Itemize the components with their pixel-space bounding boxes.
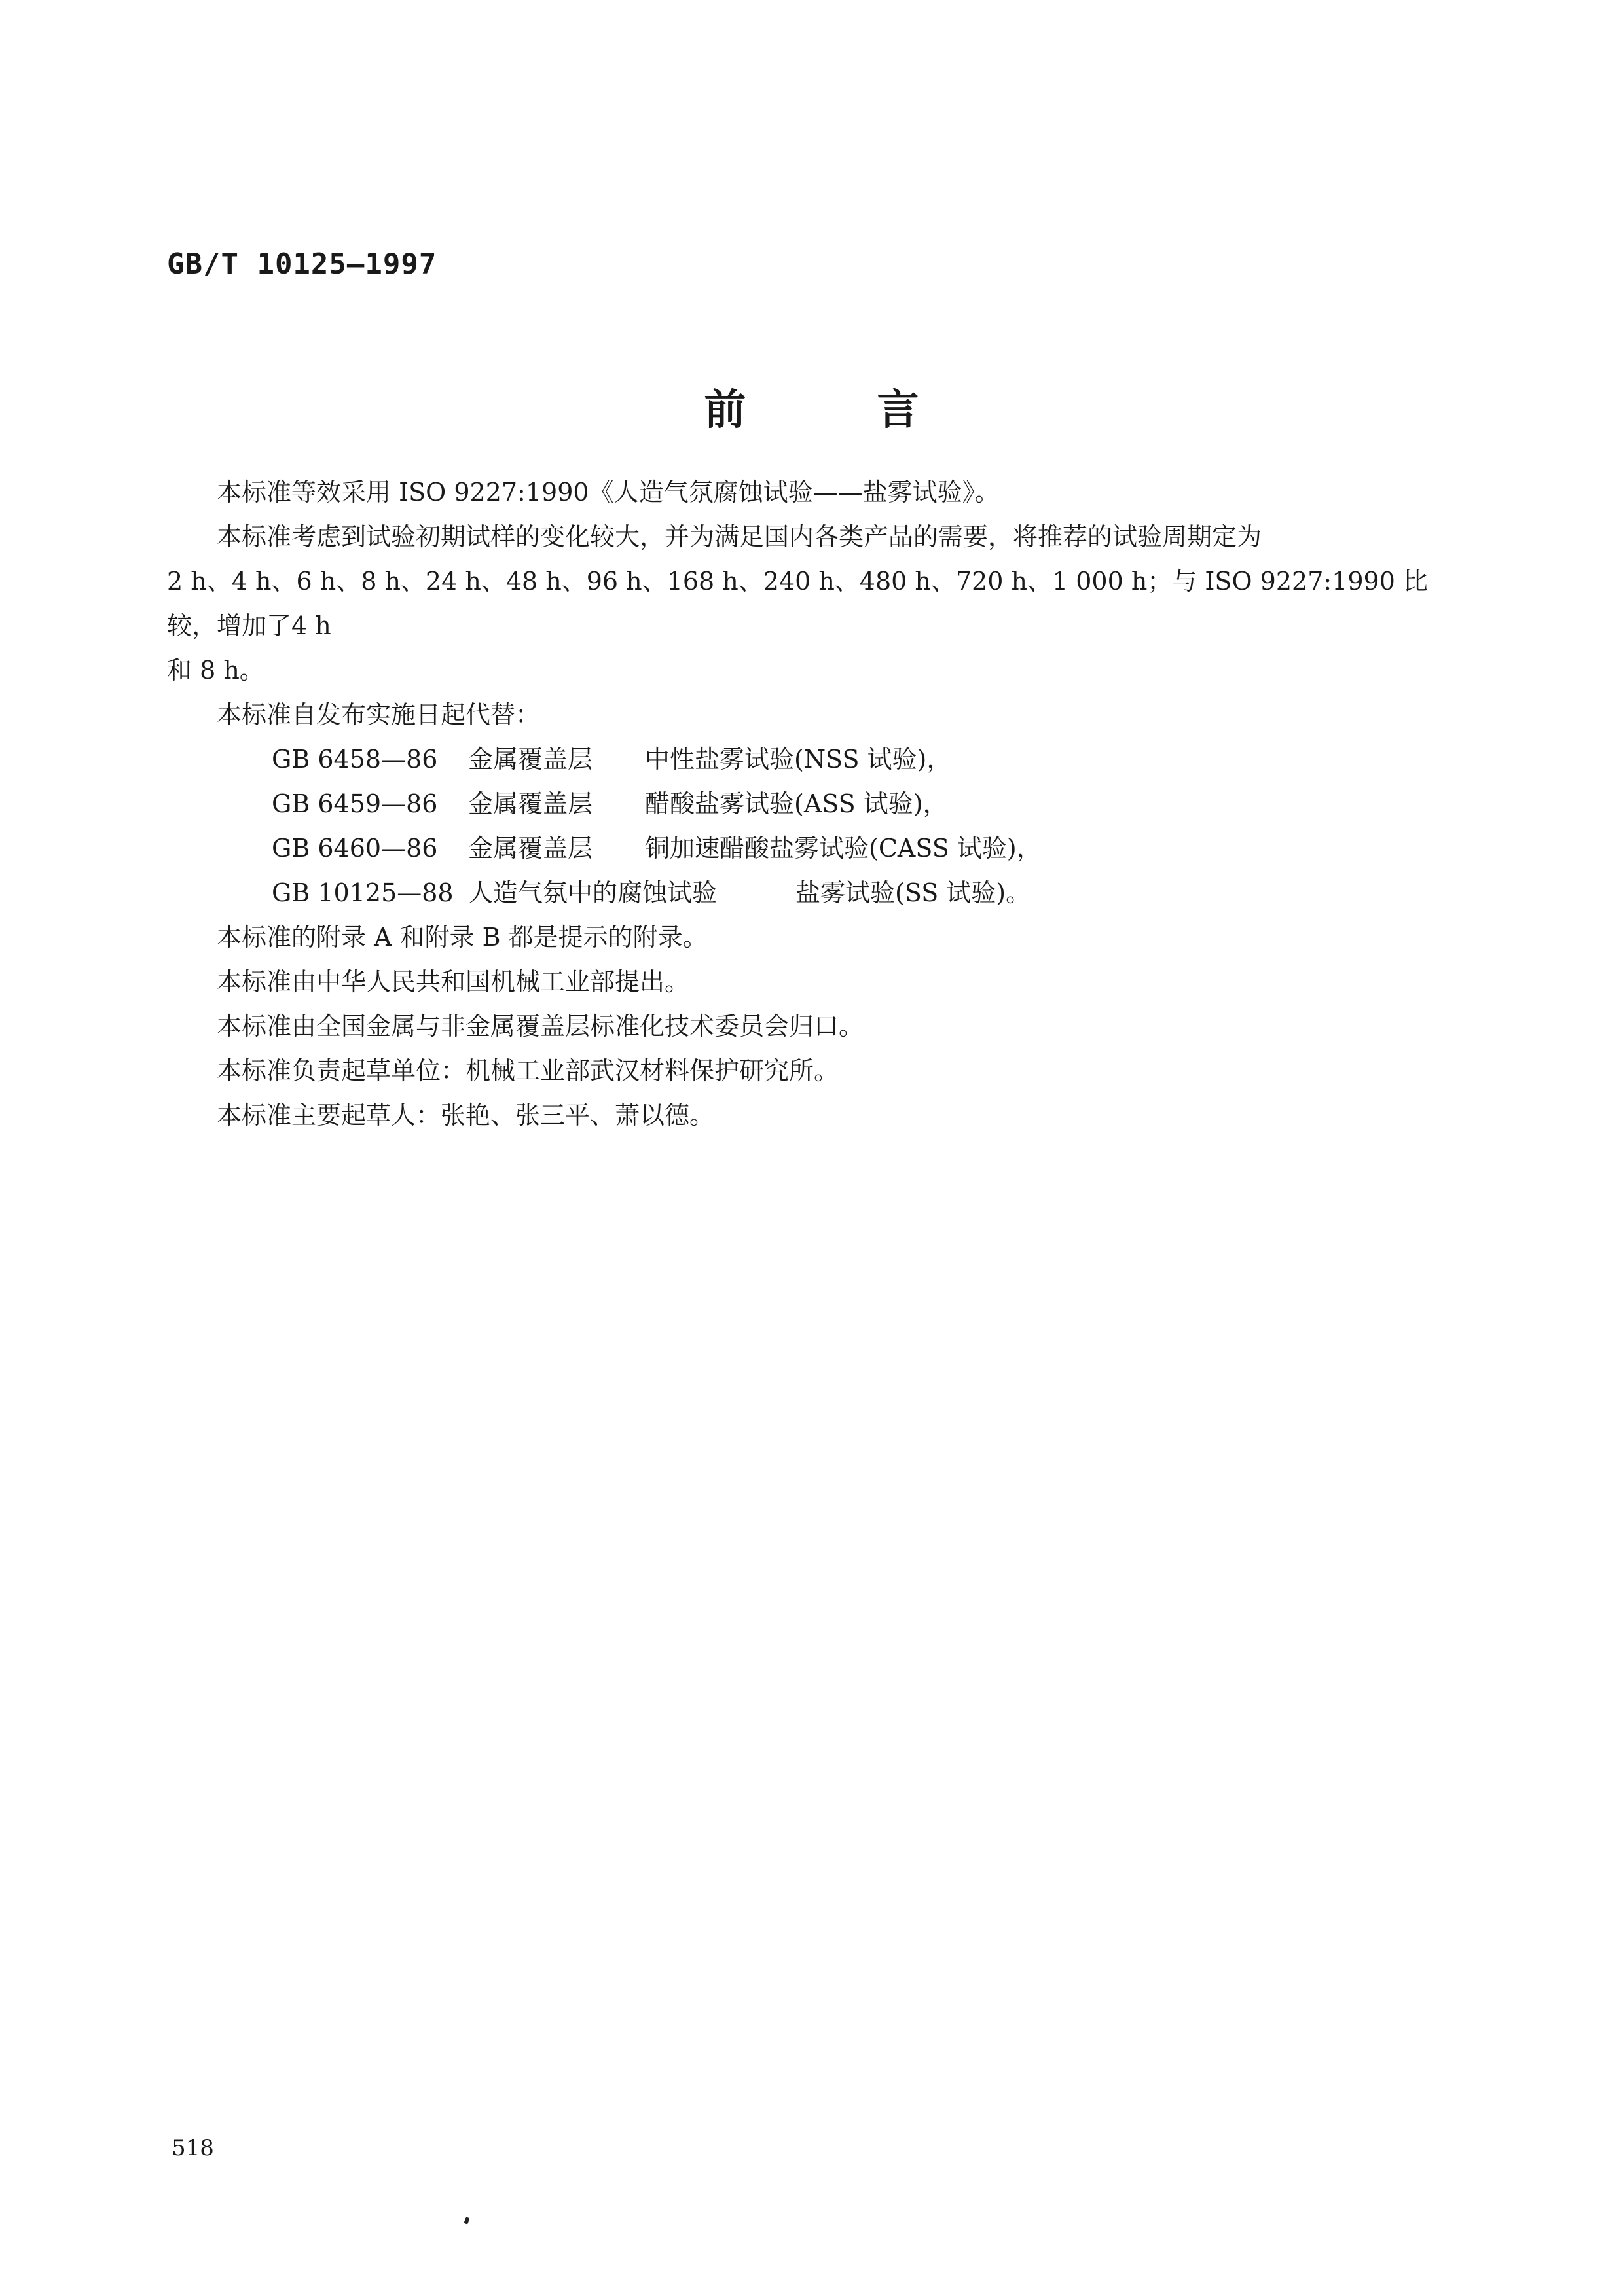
paragraph-adoption: 本标准等效采用 ISO 9227:1990《人造气氛腐蚀试验——盐雾试验》。 <box>217 478 1000 507</box>
standard-category: 金属覆盖层 <box>468 789 593 818</box>
paragraph-replacement-intro: 本标准自发布实施日起代替： <box>217 700 541 729</box>
list-item <box>272 870 1450 915</box>
paragraph-committee: 本标准由全国金属与非金属覆盖层标准化技术委员会归口。 <box>217 1012 864 1041</box>
standard-number: GB 6458—86 <box>272 745 438 774</box>
standard-code: GB/T 10125—1997 <box>167 247 437 281</box>
standard-category: 人造气氛中的腐蚀试验 <box>468 878 718 907</box>
paragraph-drafting-unit: 本标准负责起草单位：机械工业部武汉材料保护研究所。 <box>217 1056 839 1085</box>
paragraph-test-period-line3: 和 8 h。 <box>167 656 264 685</box>
standard-name: 中性盐雾试验(NSS 试验)， <box>645 745 952 774</box>
list-item <box>272 737 1450 781</box>
standard-name: 盐雾试验(SS 试验)。 <box>795 878 1031 907</box>
page-title: 前言 <box>704 386 1050 435</box>
paragraph-test-period-line2: 2 h、4 h、6 h、8 h、24 h、48 h、96 h、168 h、240 h、480 h、720 h、1 000 h；与 ISO 9227:1990 比较，增加了4 h <box>167 567 1428 640</box>
standard-category: 金属覆盖层 <box>468 834 593 863</box>
list-item <box>272 781 1450 826</box>
paragraph-appendix: 本标准的附录 A 和附录 B 都是提示的附录。 <box>217 923 708 952</box>
scan-speck <box>464 2217 469 2224</box>
standard-number: GB 6459—86 <box>272 789 438 818</box>
replaced-standards-list <box>167 737 1450 915</box>
page-number: 518 <box>172 2135 214 2161</box>
standard-name: 醋酸盐雾试验(ASS 试验)， <box>645 789 948 818</box>
standard-number: GB 6460—86 <box>272 834 438 863</box>
list-item <box>272 826 1450 870</box>
standard-name: 铜加速醋酸盐雾试验(CASS 试验)， <box>645 834 1042 863</box>
paragraph-test-period-line1: 本标准考虑到试验初期试样的变化较大，并为满足国内各类产品的需要，将推荐的试验周期定为 <box>217 522 1262 551</box>
foreword-body <box>167 470 1450 1138</box>
standard-number: GB 10125—88 <box>272 878 454 907</box>
standard-category: 金属覆盖层 <box>468 745 593 774</box>
paragraph-drafters: 本标准主要起草人：张艳、张三平、萧以德。 <box>217 1101 715 1130</box>
paragraph-proposer: 本标准由中华人民共和国机械工业部提出。 <box>217 967 690 996</box>
